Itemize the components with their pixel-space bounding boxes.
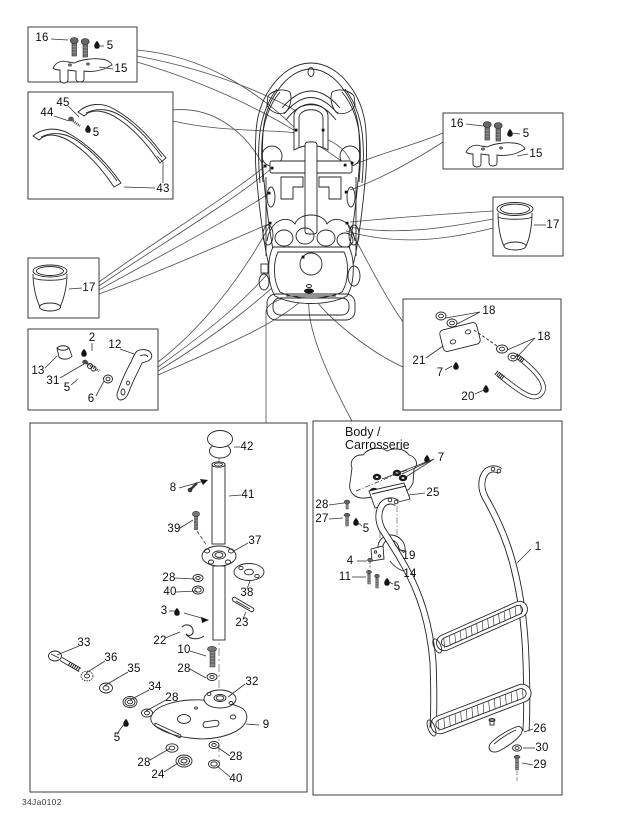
part-label-38: 38 (240, 587, 254, 599)
part-label-20: 20 (461, 391, 475, 403)
part-label-11: 11 (338, 571, 352, 583)
body-panel-label-line2: Carrosserie (345, 438, 410, 452)
part-label-27: 27 (315, 513, 329, 525)
part-label-28: 28 (315, 499, 329, 511)
part-label-9: 9 (262, 719, 270, 731)
part-label-28: 28 (137, 757, 151, 769)
part-label-14: 14 (403, 568, 417, 580)
part-label-5: 5 (92, 127, 100, 139)
part-label-3: 3 (160, 605, 168, 617)
part-label-45: 45 (56, 97, 70, 109)
part-label-33: 33 (77, 637, 91, 649)
part-label-4: 4 (346, 555, 354, 567)
part-label-34: 34 (148, 681, 162, 693)
body-panel-label-line1: Body / (345, 425, 381, 439)
part-label-7: 7 (436, 367, 444, 379)
part-label-10: 10 (177, 644, 191, 656)
part-label-28: 28 (162, 572, 176, 584)
part-label-44: 44 (40, 107, 54, 119)
part-label-5: 5 (393, 581, 401, 593)
part-label-35: 35 (127, 663, 141, 675)
part-label-15: 15 (529, 148, 543, 160)
part-label-17: 17 (82, 282, 96, 294)
part-label-17: 17 (546, 219, 560, 231)
part-label-5: 5 (522, 128, 530, 140)
part-label-16: 16 (35, 32, 49, 44)
part-label-23: 23 (235, 617, 249, 629)
part-label-16: 16 (450, 118, 464, 130)
part-label-2: 2 (88, 332, 96, 344)
part-label-29: 29 (533, 759, 547, 771)
part-label-42: 42 (240, 441, 254, 453)
part-label-6: 6 (87, 393, 95, 405)
part-label-31: 31 (46, 375, 60, 387)
part-label-43: 43 (156, 183, 170, 195)
part-label-28: 28 (177, 663, 191, 675)
part-label-40: 40 (163, 586, 177, 598)
part-label-5: 5 (113, 732, 121, 744)
part-label-18: 18 (482, 305, 496, 317)
part-label-39: 39 (167, 523, 181, 535)
part-label-7: 7 (437, 452, 445, 464)
part-label-5: 5 (106, 40, 114, 52)
part-label-21: 21 (412, 355, 426, 367)
part-label-36: 36 (104, 652, 118, 664)
part-label-28: 28 (229, 751, 243, 763)
part-label-28: 28 (165, 692, 179, 704)
part-label-30: 30 (535, 742, 549, 754)
part-label-5: 5 (63, 382, 71, 394)
drawing-number-caption: 34Ja0102 (22, 797, 62, 807)
part-label-1: 1 (534, 541, 542, 553)
part-label-15: 15 (114, 63, 128, 75)
part-label-26: 26 (533, 723, 547, 735)
part-label-13: 13 (31, 365, 45, 377)
part-label-37: 37 (248, 535, 262, 547)
part-label-41: 41 (241, 489, 255, 501)
part-label-5: 5 (362, 523, 370, 535)
part-label-24: 24 (151, 769, 165, 781)
part-label-32: 32 (245, 676, 259, 688)
part-label-25: 25 (426, 487, 440, 499)
part-label-40: 40 (229, 773, 243, 785)
part-label-19: 19 (402, 550, 416, 562)
part-label-18: 18 (537, 331, 551, 343)
part-label-12: 12 (108, 339, 122, 351)
part-label-22: 22 (153, 635, 167, 647)
part-label-8: 8 (169, 482, 177, 494)
